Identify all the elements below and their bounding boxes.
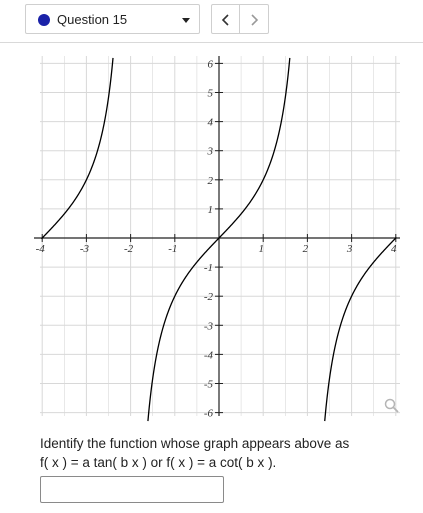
previous-question-button[interactable] xyxy=(211,4,240,34)
y-tick-label: 4 xyxy=(207,116,213,129)
tangent-branch xyxy=(325,237,397,421)
question-toolbar xyxy=(0,0,423,43)
graph-tick-labels xyxy=(36,58,397,419)
y-tick-label: 1 xyxy=(207,203,213,216)
question-label: Question 15 xyxy=(57,12,128,27)
y-tick-label: -5 xyxy=(203,378,213,391)
y-tick-label: -1 xyxy=(203,262,213,275)
x-tick-label: -3 xyxy=(79,243,89,255)
prompt-line-2: f( x ) = a tan( b x ) or f( x ) = a cot( b x ). xyxy=(40,455,277,470)
question-select[interactable] xyxy=(25,4,200,34)
y-tick-label: 5 xyxy=(207,87,213,100)
prompt-line-1: Identify the function whose graph appears above as xyxy=(40,436,350,451)
x-tick-label: 1 xyxy=(258,243,264,255)
chevron-right-icon xyxy=(249,14,259,26)
chevron-down-icon xyxy=(182,18,190,23)
question-status-icon xyxy=(38,14,50,26)
y-tick-label: 3 xyxy=(207,145,213,158)
x-tick-label: -2 xyxy=(124,243,134,255)
y-tick-label: -3 xyxy=(203,320,213,333)
y-tick-label: -6 xyxy=(203,407,213,420)
x-tick-label: 3 xyxy=(346,243,353,255)
question-prompt xyxy=(40,434,410,472)
graph-axes xyxy=(34,56,400,416)
function-graph xyxy=(0,50,423,422)
x-tick-label: 4 xyxy=(391,243,397,255)
graph-grid xyxy=(40,56,400,416)
x-tick-label: 2 xyxy=(302,243,309,255)
y-tick-label: -4 xyxy=(203,349,213,362)
y-tick-label: 2 xyxy=(207,174,213,187)
answer-input[interactable] xyxy=(40,476,224,503)
next-question-button[interactable] xyxy=(240,4,269,34)
chevron-left-icon xyxy=(221,14,231,26)
x-tick-label: -4 xyxy=(35,243,45,255)
y-tick-label: 6 xyxy=(207,58,213,71)
y-tick-label: -2 xyxy=(203,291,213,304)
tangent-branch xyxy=(41,58,113,239)
x-tick-label: -1 xyxy=(168,243,178,255)
